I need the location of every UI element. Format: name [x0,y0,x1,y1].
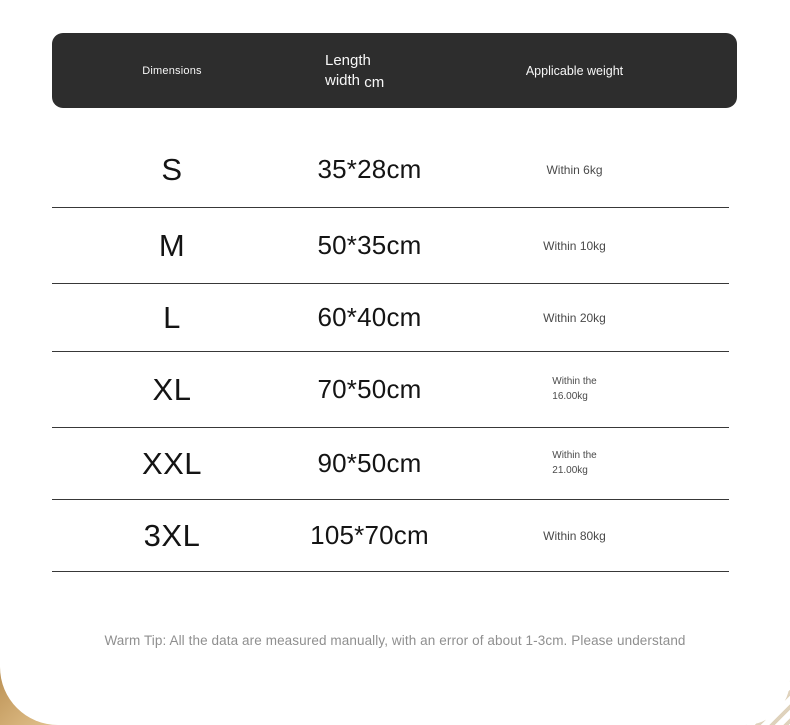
weight-text: Within the 16.00kg [552,376,597,402]
dimensions-cell: 105*70cm [310,520,429,550]
table-row [52,352,729,428]
weight-text: Within 20kg [543,310,606,325]
table-header [52,33,737,108]
weight-cell [447,163,702,177]
size-cell: S [161,151,183,187]
header-width-line: width cm [325,71,385,91]
weight-cell [447,375,702,404]
table-row [52,284,729,352]
weight-text: Within 80kg [543,528,606,543]
weight-cell [447,239,702,253]
table-row [52,132,729,208]
dimensions-cell: 35*28cm [317,154,422,184]
size-cell: XL [152,371,192,407]
header-col-length-width [292,51,447,90]
weight-cell [447,529,702,543]
table-row [52,428,729,500]
weight-text: Within 6kg [546,162,603,177]
header-col-weight: Applicable weight [525,63,624,78]
dimensions-cell: 90*50cm [317,448,422,478]
weight-cell [447,311,702,325]
weight-text: Within the 21.00kg [552,450,597,476]
size-cell: XXL [141,445,203,481]
weight-text: Within 10kg [543,238,606,253]
size-table [52,132,729,572]
size-cell: M [158,227,186,263]
dimensions-cell: 70*50cm [317,374,422,404]
warm-tip-note: Warm Tip: All the data are measured manually, with an error of about 1-3cm. Please understand [104,633,686,648]
header-length-line: Length [325,52,371,69]
dimensions-cell: 60*40cm [317,302,422,332]
size-cell: L [163,299,181,335]
header-unit-cm: cm [364,73,385,91]
header-col-dimensions: Dimensions [142,64,202,77]
table-row [52,208,729,284]
table-row [52,500,729,572]
weight-cell [447,449,702,478]
size-cell: 3XL [143,517,201,553]
dimensions-cell: 50*35cm [317,230,422,260]
